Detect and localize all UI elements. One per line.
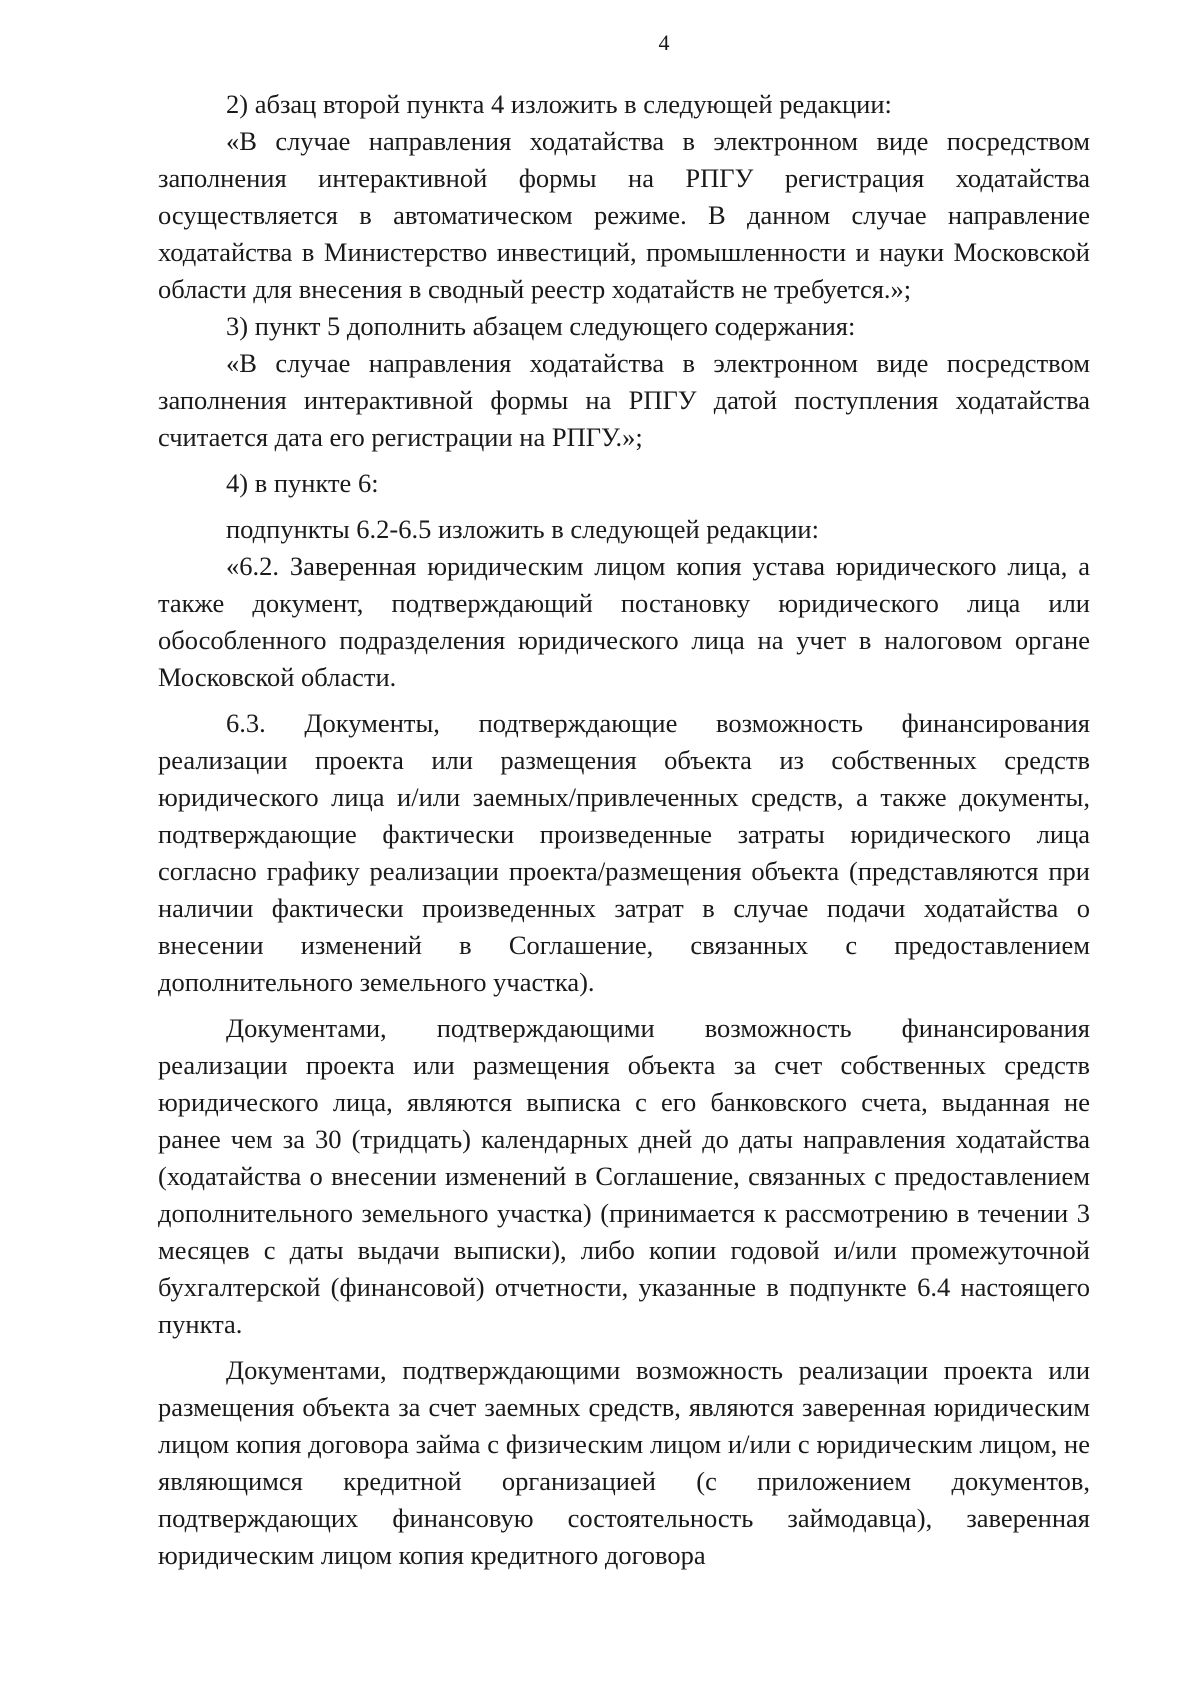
paragraph-subitems-intro: подпункты 6.2-6.5 изложить в следующей редакции: xyxy=(226,514,819,544)
paragraph-quote-receipt-date: «В случае направления ходатайства в электронном виде посредством заполнения интерактивной формы на РПГУ датой поступления ходатайства считается дата его регистрации на РПГУ.»; xyxy=(158,348,1090,452)
paragraph-item-4: 4) в пункте 6: xyxy=(226,468,379,498)
paragraph-own-funds: Документами, подтверждающими возможность финансирования реализации проекта или размещения объекта за счет собственных средств юридического лица, являются выписка с его банковского счета, выданная не ранее чем за 30 (тридцать) календарных дней до даты направления ходатайства (ходатайства о внесении изменений в Соглашение, связанных с предоставлением дополнительного земельного участка) (принимается к рассмотрению в течении 3 месяцев с даты выдачи выписки), либо копии годовой и/или промежуточной бухгалтерской (финансовой) отчетности, указанные в подпункте 6.4 настоящего пункта. xyxy=(158,1013,1090,1339)
page-number: 4 xyxy=(658,30,670,55)
paragraph-subitem-6-3: 6.3. Документы, подтверждающие возможность финансирования реализации проекта или размещения объекта из собственных средств юридического лица и/или заемных/привлеченных средств, а также документы, подтверждающие фактически произведенные затраты юридического лица согласно графику реализации проекта/размещения объекта (представляются при наличии фактически произведенных затрат в случае подачи ходатайства о внесении изменений в Соглашение, связанных с предоставлением дополнительного земельного участка). xyxy=(158,708,1090,997)
paragraph-item-3: 3) пункт 5 дополнить абзацем следующего содержания: xyxy=(226,311,856,341)
paragraph-quote-registration: «В случае направления ходатайства в электронном виде посредством заполнения интерактивной формы на РПГУ регистрация ходатайства осуществляется в автоматическом режиме. В данном случае направление ходатайства в Министерство инвестиций, промышленности и науки Московской области для внесения в сводный реестр ходатайств не требуется.»; xyxy=(158,126,1090,304)
paragraph-item-2: 2) абзац второй пункта 4 изложить в следующей редакции: xyxy=(226,89,892,119)
document-body xyxy=(158,86,1090,1574)
paragraph-subitem-6-2: «6.2. Заверенная юридическим лицом копия устава юридического лица, а также документ, подтверждающий постановку юридического лица или обособленного подразделения юридического лица на учет в налоговом органе Московской области. xyxy=(158,551,1090,692)
paragraph-borrowed-funds: Документами, подтверждающими возможность реализации проекта или размещения объекта за счет заемных средств, являются заверенная юридическим лицом копия договора займа с физическим лицом и/или с юридическим лицом, не являющимся кредитной организацией (с приложением документов, подтверждающих финансовую состоятельность займодавца), заверенная юридическим лицом копия кредитного договора xyxy=(158,1355,1090,1570)
